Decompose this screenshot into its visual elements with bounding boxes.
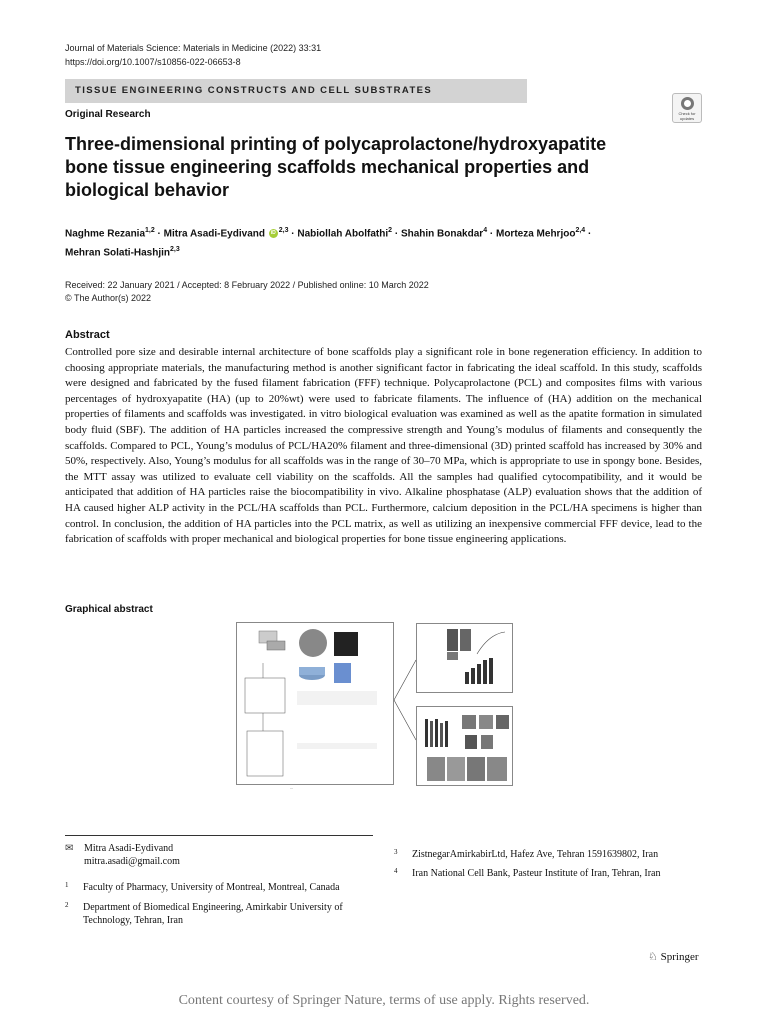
abstract-text: Controlled pore size and desirable internal architecture of bone scaffolds play a significant role in bone regeneration efficiency. In addition to choosing appropriate materials, the manufacturing method is another significant factor in fabricating the ideal scaffold. In this study, scaffolds were designed and fabricated by the fused filament fabrication (FFF) technique. Polycaprolactone (PCL) and composites films with various percentages of hydroxyapatite (HA) (up to 20%wt) were used to fabricate filaments. The influence of (HA) addition on the mechanical properties of filaments and scaffolds was investigated. in vitro biological evaluation was examined as well as the apatite formation in simulated body fluid (SBF). The addition of HA particles increased the compressive strength and Young’s modulus of filaments and consequently the scaffolds. Compared to PCL, Young’s modulus of PCL/HA20% filament and three-dimensional (3D) printed scaffold has increased by 30% and 50%, respectively. Also, Young’s modulus for all scaffolds was in the range of 30–70 MPa, which is appropriate to use in spongy bone. Besides, the MTT assay was utilized to evaluate cell viability on the scaffolds. All the samples had qualified cytocompatibility, and it would be anticipated that addition of HA particles raise the biocompatibility in vivo. Alkaline phosphatase (ALP) evaluation shows that the addition of HA caused higher ALP activity in the PCL/HA scaffolds than PCL. Furthermore, calcium deposition in the PCL/HA specimens is higher than control. In conclusion, the addition of HA particles into the PCL matrix, as well as utilizing an inexpensive commercial FFF device, lead to the fabrication of scaffolds with proper mechanical and biological properties for bone tissue engineering applications. xyxy=(65,346,702,546)
affiliation-text: ZistnegarAmirkabirLtd, Hafez Ave, Tehran 1591639802, Iran xyxy=(412,849,659,860)
author-name[interactable]: Naghme Rezania xyxy=(65,228,146,240)
journal-header xyxy=(65,41,321,69)
author-name[interactable]: Morteza Mehrjoo xyxy=(495,228,576,240)
graphical-abstract-biological-panel xyxy=(416,706,513,786)
biological-panel-drawing xyxy=(417,707,512,785)
envelope-icon: ✉ xyxy=(65,843,74,854)
author-name[interactable]: Nabiollah Abolfathi xyxy=(297,228,389,240)
affiliation-text: Faculty of Pharmacy, University of Montreal, Montreal, Canada xyxy=(83,882,340,893)
crossmark-icon xyxy=(681,97,694,110)
graphical-abstract-mechanical-panel xyxy=(416,623,513,693)
graphical-abstract-heading: Graphical abstract xyxy=(65,604,153,615)
graphical-abstract-arrows xyxy=(394,655,416,745)
crossmark-label: Check for updates xyxy=(678,111,696,121)
courtesy-watermark: Content courtesy of Springer Nature, terms of use apply. Rights reserved. xyxy=(178,993,590,1008)
author-affiliation: 2,4 xyxy=(575,227,586,234)
publisher-logo xyxy=(648,950,699,963)
author-name[interactable]: Shahin Bonakdar xyxy=(400,228,484,240)
article-title: Three-dimensional printing of polycaprolactone/hydroxyapatite bone tissue engineering scaffolds mechanical properties and biological behavior xyxy=(65,134,607,200)
affiliation-text-cont: Technology, Tehran, Iran xyxy=(83,915,183,926)
affiliation-number: 3 xyxy=(394,848,398,856)
section-banner: TISSUE ENGINEERING CONSTRUCTS AND CELL SUBSTRATES xyxy=(65,79,527,103)
article-type: Original Research xyxy=(65,109,151,120)
author-affiliation: 2,3 xyxy=(170,246,180,254)
corresponding-name: Mitra Asadi-Eydivand xyxy=(84,843,174,854)
publisher-name: Springer xyxy=(660,951,699,963)
graphical-abstract-drawing xyxy=(237,623,393,784)
doi-link[interactable]: https://doi.org/10.1007/s10856-022-06653-8 xyxy=(65,57,241,67)
graphical-abstract-caption: — xyxy=(290,786,293,790)
author-name[interactable]: Mitra Asadi-Eydivand xyxy=(163,228,265,240)
author-affiliation: 2 xyxy=(388,227,393,234)
footnote-divider xyxy=(65,835,373,836)
affiliation-text: Department of Biomedical Engineering, Amirkabir University of xyxy=(83,902,343,913)
affiliation-text: Iran National Cell Bank, Pasteur Institute of Iran, Tehran, Iran xyxy=(412,868,661,879)
corresponding-email[interactable]: mitra.asadi@gmail.com xyxy=(84,856,180,867)
springer-horse-icon: ♘ xyxy=(648,951,658,963)
author-affiliation: 2,3 xyxy=(278,227,289,234)
graphical-abstract-figure xyxy=(236,622,394,785)
affiliation-number: 1 xyxy=(65,881,69,889)
affiliation-number: 4 xyxy=(394,867,398,875)
publication-dates xyxy=(65,279,429,305)
check-for-updates-badge[interactable] xyxy=(672,93,702,123)
corresponding-author xyxy=(84,842,180,868)
author-list: Naghme Rezania$^{1,2}$ · Mitra Asadi-Eydivand iD $^{2,3}$ · Nabiollah Abolfathi$^2$ · Shahin Bonakdar$^4$ · Morteza Mehrjoo$^{2,4}$ · Mehran Solati-Hashjin$^{2,3}$ xyxy=(65,227,592,259)
affiliation-number: 2 xyxy=(65,901,69,909)
history-dates: Received: 22 January 2021 / Accepted: 8 February 2022 / Published online: 10 March 2022 xyxy=(65,280,429,290)
mechanical-panel-drawing xyxy=(417,624,512,692)
author-name[interactable]: Mehran Solati-Hashjin xyxy=(65,247,171,259)
orcid-icon[interactable]: iD xyxy=(270,230,276,237)
affiliation-2 xyxy=(65,901,375,931)
copyright: © The Author(s) 2022 xyxy=(65,293,152,303)
author-affiliation: 1,2 xyxy=(145,227,155,234)
journal-citation: Journal of Materials Science: Materials in Medicine (2022) 33:31 xyxy=(65,43,322,53)
author-affiliation: 4 xyxy=(483,227,488,234)
abstract-heading: Abstract xyxy=(65,329,110,341)
